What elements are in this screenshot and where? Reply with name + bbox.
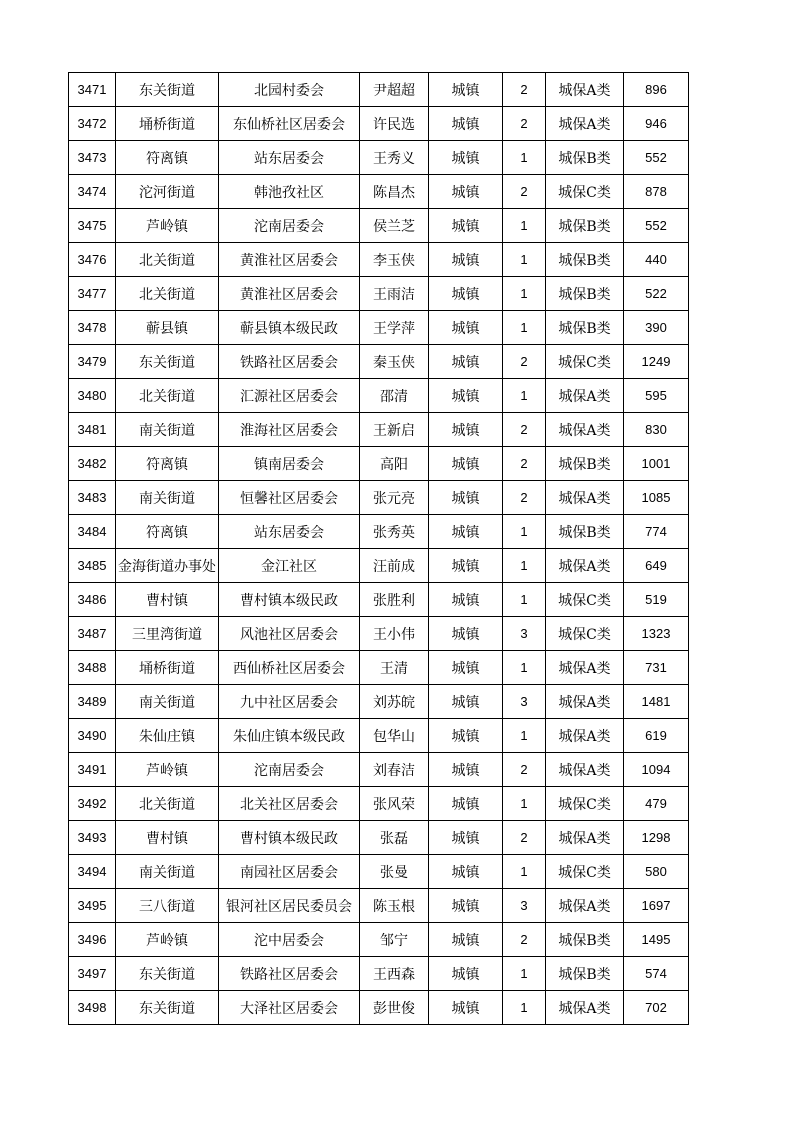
insurance-category-cell: 城保C类 [546,617,624,651]
amount-cell: 731 [624,651,689,685]
household-type-cell: 城镇 [429,209,503,243]
household-type-cell: 城镇 [429,923,503,957]
insurance-category-cell: 城保A类 [546,719,624,753]
name-cell: 邵清 [360,379,429,413]
name-cell: 王清 [360,651,429,685]
household-size-cell: 1 [503,787,546,821]
table-row [69,379,689,413]
insurance-category-cell: 城保B类 [546,141,624,175]
household-size-cell: 1 [503,651,546,685]
insurance-category-cell: 城保B类 [546,957,624,991]
serial-number-cell: 3488 [69,651,116,685]
household-type-cell: 城镇 [429,821,503,855]
table-row [69,209,689,243]
table-row [69,73,689,107]
street-or-town-cell: 东关街道 [116,345,219,379]
street-or-town-cell: 符离镇 [116,447,219,481]
household-size-cell: 2 [503,73,546,107]
community-cell: 铁路社区居委会 [219,957,360,991]
insurance-category-cell: 城保C类 [546,583,624,617]
community-cell: 黄淮社区居委会 [219,243,360,277]
household-size-cell: 1 [503,243,546,277]
serial-number-cell: 3472 [69,107,116,141]
amount-cell: 878 [624,175,689,209]
name-cell: 许民选 [360,107,429,141]
table-row [69,311,689,345]
table-row [69,685,689,719]
household-type-cell: 城镇 [429,583,503,617]
household-type-cell: 城镇 [429,243,503,277]
household-size-cell: 1 [503,141,546,175]
amount-cell: 552 [624,141,689,175]
amount-cell: 649 [624,549,689,583]
insurance-category-cell: 城保A类 [546,481,624,515]
community-cell: 金江社区 [219,549,360,583]
household-size-cell: 1 [503,855,546,889]
household-type-cell: 城镇 [429,991,503,1025]
community-cell: 沱南居委会 [219,753,360,787]
serial-number-cell: 3471 [69,73,116,107]
table-row [69,787,689,821]
serial-number-cell: 3494 [69,855,116,889]
name-cell: 王新启 [360,413,429,447]
name-cell: 张风荣 [360,787,429,821]
insurance-category-cell: 城保B类 [546,209,624,243]
household-size-cell: 1 [503,379,546,413]
community-cell: 恒馨社区居委会 [219,481,360,515]
community-cell: 曹村镇本级民政 [219,583,360,617]
table-row [69,991,689,1025]
table-row [69,923,689,957]
community-cell: 北园村委会 [219,73,360,107]
amount-cell: 522 [624,277,689,311]
community-cell: 曹村镇本级民政 [219,821,360,855]
household-size-cell: 2 [503,481,546,515]
street-or-town-cell: 金海街道办事处 [116,549,219,583]
insurance-category-cell: 城保B类 [546,243,624,277]
records-table-body [69,73,689,1025]
table-row [69,345,689,379]
table-row [69,549,689,583]
serial-number-cell: 3485 [69,549,116,583]
street-or-town-cell: 东关街道 [116,73,219,107]
community-cell: 淮海社区居委会 [219,413,360,447]
community-cell: 大泽社区居委会 [219,991,360,1025]
street-or-town-cell: 符离镇 [116,515,219,549]
household-size-cell: 3 [503,617,546,651]
amount-cell: 1697 [624,889,689,923]
household-size-cell: 1 [503,583,546,617]
table-row [69,617,689,651]
name-cell: 王学萍 [360,311,429,345]
amount-cell: 619 [624,719,689,753]
street-or-town-cell: 南关街道 [116,855,219,889]
amount-cell: 1085 [624,481,689,515]
amount-cell: 595 [624,379,689,413]
household-type-cell: 城镇 [429,73,503,107]
amount-cell: 774 [624,515,689,549]
table-row [69,413,689,447]
name-cell: 张元亮 [360,481,429,515]
amount-cell: 574 [624,957,689,991]
household-type-cell: 城镇 [429,651,503,685]
household-size-cell: 1 [503,311,546,345]
household-type-cell: 城镇 [429,107,503,141]
community-cell: 镇南居委会 [219,447,360,481]
name-cell: 王雨洁 [360,277,429,311]
street-or-town-cell: 符离镇 [116,141,219,175]
table-row [69,855,689,889]
table-row [69,821,689,855]
household-size-cell: 1 [503,277,546,311]
serial-number-cell: 3480 [69,379,116,413]
street-or-town-cell: 南关街道 [116,413,219,447]
household-size-cell: 2 [503,175,546,209]
serial-number-cell: 3482 [69,447,116,481]
household-size-cell: 1 [503,515,546,549]
serial-number-cell: 3498 [69,991,116,1025]
name-cell: 刘春洁 [360,753,429,787]
records-table [68,72,689,1025]
serial-number-cell: 3487 [69,617,116,651]
serial-number-cell: 3477 [69,277,116,311]
serial-number-cell: 3492 [69,787,116,821]
insurance-category-cell: 城保C类 [546,175,624,209]
household-type-cell: 城镇 [429,141,503,175]
name-cell: 侯兰芝 [360,209,429,243]
table-row [69,481,689,515]
household-size-cell: 2 [503,753,546,787]
amount-cell: 1495 [624,923,689,957]
community-cell: 铁路社区居委会 [219,345,360,379]
household-size-cell: 2 [503,107,546,141]
household-size-cell: 1 [503,719,546,753]
insurance-category-cell: 城保B类 [546,447,624,481]
amount-cell: 1249 [624,345,689,379]
household-size-cell: 1 [503,549,546,583]
community-cell: 东仙桥社区居委会 [219,107,360,141]
community-cell: 韩池孜社区 [219,175,360,209]
street-or-town-cell: 北关街道 [116,277,219,311]
community-cell: 黄淮社区居委会 [219,277,360,311]
table-row [69,107,689,141]
insurance-category-cell: 城保C类 [546,345,624,379]
table-row [69,583,689,617]
serial-number-cell: 3484 [69,515,116,549]
street-or-town-cell: 南关街道 [116,481,219,515]
community-cell: 九中社区居委会 [219,685,360,719]
serial-number-cell: 3495 [69,889,116,923]
table-row [69,447,689,481]
amount-cell: 440 [624,243,689,277]
community-cell: 沱中居委会 [219,923,360,957]
serial-number-cell: 3475 [69,209,116,243]
insurance-category-cell: 城保B类 [546,923,624,957]
serial-number-cell: 3489 [69,685,116,719]
insurance-category-cell: 城保A类 [546,991,624,1025]
community-cell: 汇源社区居委会 [219,379,360,413]
name-cell: 张磊 [360,821,429,855]
serial-number-cell: 3473 [69,141,116,175]
household-type-cell: 城镇 [429,515,503,549]
household-type-cell: 城镇 [429,617,503,651]
street-or-town-cell: 芦岭镇 [116,923,219,957]
amount-cell: 1298 [624,821,689,855]
community-cell: 蕲县镇本级民政 [219,311,360,345]
table-row [69,175,689,209]
amount-cell: 1323 [624,617,689,651]
household-type-cell: 城镇 [429,549,503,583]
serial-number-cell: 3479 [69,345,116,379]
name-cell: 李玉侠 [360,243,429,277]
insurance-category-cell: 城保A类 [546,685,624,719]
table-row [69,957,689,991]
household-size-cell: 2 [503,345,546,379]
table-row [69,719,689,753]
amount-cell: 896 [624,73,689,107]
serial-number-cell: 3491 [69,753,116,787]
insurance-category-cell: 城保A类 [546,107,624,141]
street-or-town-cell: 北关街道 [116,787,219,821]
insurance-category-cell: 城保A类 [546,379,624,413]
amount-cell: 552 [624,209,689,243]
insurance-category-cell: 城保B类 [546,277,624,311]
household-type-cell: 城镇 [429,447,503,481]
household-type-cell: 城镇 [429,175,503,209]
community-cell: 南园社区居委会 [219,855,360,889]
household-type-cell: 城镇 [429,311,503,345]
household-size-cell: 1 [503,209,546,243]
street-or-town-cell: 北关街道 [116,243,219,277]
insurance-category-cell: 城保A类 [546,73,624,107]
household-size-cell: 2 [503,413,546,447]
street-or-town-cell: 蕲县镇 [116,311,219,345]
household-size-cell: 2 [503,447,546,481]
street-or-town-cell: 南关街道 [116,685,219,719]
community-cell: 北关社区居委会 [219,787,360,821]
name-cell: 尹超超 [360,73,429,107]
street-or-town-cell: 曹村镇 [116,583,219,617]
name-cell: 刘苏皖 [360,685,429,719]
name-cell: 陈昌杰 [360,175,429,209]
name-cell: 陈玉根 [360,889,429,923]
insurance-category-cell: 城保B类 [546,515,624,549]
name-cell: 张曼 [360,855,429,889]
amount-cell: 1001 [624,447,689,481]
serial-number-cell: 3481 [69,413,116,447]
insurance-category-cell: 城保A类 [546,753,624,787]
household-size-cell: 1 [503,957,546,991]
community-cell: 朱仙庄镇本级民政 [219,719,360,753]
table-row [69,277,689,311]
insurance-category-cell: 城保A类 [546,549,624,583]
street-or-town-cell: 朱仙庄镇 [116,719,219,753]
table-row [69,141,689,175]
amount-cell: 479 [624,787,689,821]
household-size-cell: 2 [503,821,546,855]
household-type-cell: 城镇 [429,889,503,923]
street-or-town-cell: 东关街道 [116,957,219,991]
serial-number-cell: 3497 [69,957,116,991]
household-size-cell: 1 [503,991,546,1025]
insurance-category-cell: 城保B类 [546,311,624,345]
serial-number-cell: 3478 [69,311,116,345]
name-cell: 秦玉侠 [360,345,429,379]
street-or-town-cell: 埇桥街道 [116,107,219,141]
table-row [69,651,689,685]
amount-cell: 519 [624,583,689,617]
household-size-cell: 2 [503,923,546,957]
community-cell: 沱南居委会 [219,209,360,243]
serial-number-cell: 3486 [69,583,116,617]
household-type-cell: 城镇 [429,685,503,719]
name-cell: 王西森 [360,957,429,991]
amount-cell: 390 [624,311,689,345]
community-cell: 风池社区居委会 [219,617,360,651]
name-cell: 王秀义 [360,141,429,175]
street-or-town-cell: 沱河街道 [116,175,219,209]
amount-cell: 580 [624,855,689,889]
amount-cell: 830 [624,413,689,447]
street-or-town-cell: 北关街道 [116,379,219,413]
street-or-town-cell: 曹村镇 [116,821,219,855]
name-cell: 包华山 [360,719,429,753]
household-type-cell: 城镇 [429,379,503,413]
name-cell: 彭世俊 [360,991,429,1025]
table-row [69,243,689,277]
household-size-cell: 3 [503,685,546,719]
insurance-category-cell: 城保A类 [546,821,624,855]
amount-cell: 946 [624,107,689,141]
amount-cell: 1481 [624,685,689,719]
community-cell: 西仙桥社区居委会 [219,651,360,685]
household-type-cell: 城镇 [429,753,503,787]
household-type-cell: 城镇 [429,413,503,447]
insurance-category-cell: 城保C类 [546,787,624,821]
household-size-cell: 3 [503,889,546,923]
name-cell: 王小伟 [360,617,429,651]
table-row [69,753,689,787]
name-cell: 张胜利 [360,583,429,617]
name-cell: 汪前成 [360,549,429,583]
serial-number-cell: 3490 [69,719,116,753]
amount-cell: 702 [624,991,689,1025]
insurance-category-cell: 城保C类 [546,855,624,889]
household-type-cell: 城镇 [429,957,503,991]
household-type-cell: 城镇 [429,787,503,821]
household-type-cell: 城镇 [429,481,503,515]
household-type-cell: 城镇 [429,345,503,379]
table-row [69,889,689,923]
insurance-category-cell: 城保A类 [546,889,624,923]
street-or-town-cell: 三里湾街道 [116,617,219,651]
household-type-cell: 城镇 [429,277,503,311]
table-row [69,515,689,549]
insurance-category-cell: 城保A类 [546,651,624,685]
name-cell: 张秀英 [360,515,429,549]
household-type-cell: 城镇 [429,855,503,889]
serial-number-cell: 3483 [69,481,116,515]
serial-number-cell: 3474 [69,175,116,209]
community-cell: 银河社区居民委员会 [219,889,360,923]
street-or-town-cell: 三八街道 [116,889,219,923]
household-type-cell: 城镇 [429,719,503,753]
amount-cell: 1094 [624,753,689,787]
community-cell: 站东居委会 [219,141,360,175]
street-or-town-cell: 埇桥街道 [116,651,219,685]
street-or-town-cell: 东关街道 [116,991,219,1025]
insurance-category-cell: 城保A类 [546,413,624,447]
community-cell: 站东居委会 [219,515,360,549]
name-cell: 高阳 [360,447,429,481]
serial-number-cell: 3496 [69,923,116,957]
street-or-town-cell: 芦岭镇 [116,753,219,787]
street-or-town-cell: 芦岭镇 [116,209,219,243]
serial-number-cell: 3476 [69,243,116,277]
name-cell: 邹宁 [360,923,429,957]
serial-number-cell: 3493 [69,821,116,855]
